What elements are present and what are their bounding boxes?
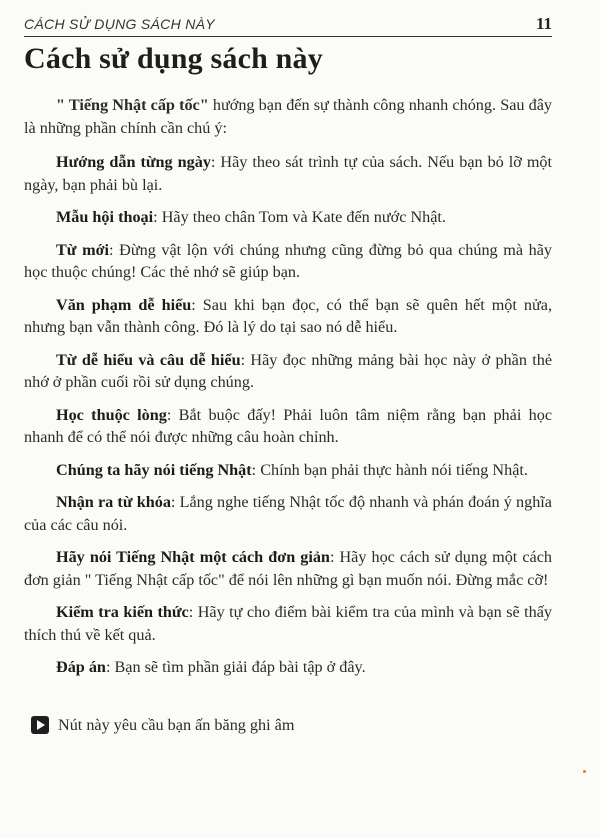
- section-check-knowledge: [24, 601, 552, 646]
- body-text: [24, 94, 552, 689]
- running-title: CÁCH SỬ DỤNG SÁCH NÀY: [24, 16, 215, 32]
- section-text: : Hãy đọc những mảng bài học này ở phần thẻ nhớ ở phần cuối rồi sử dụng chúng.: [24, 350, 552, 391]
- section-speak-simply: [24, 546, 552, 591]
- page-number: 11: [535, 14, 552, 33]
- play-icon: [30, 715, 50, 735]
- section-term: Hãy nói Tiếng Nhật một cách đơn giản: [56, 548, 330, 566]
- section-grammar: [24, 294, 552, 339]
- section-text: : Đừng vật lộn với chúng nhưng cũng đừng bỏ qua chúng mà hãy học thuộc chúng! Các thẻ nhớ sẽ giúp bạn.: [24, 240, 552, 281]
- section-term: Văn phạm dễ hiểu: [56, 295, 192, 314]
- section-dialogue: [24, 206, 552, 229]
- section-text: : Chính bạn phải thực hành nói tiếng Nhật.: [251, 460, 528, 479]
- section-daily-guide: [24, 151, 552, 196]
- audio-note: [30, 713, 294, 737]
- section-term: Từ dễ hiểu và câu dễ hiểu: [56, 350, 241, 369]
- section-text: : Lắng nghe tiếng Nhật tốc độ nhanh và phán đoán ý nghĩa của các câu nói.: [24, 493, 552, 534]
- section-term: Đáp án: [56, 658, 106, 676]
- running-header: [24, 14, 552, 37]
- book-name: " Tiếng Nhật cấp tốc": [56, 96, 209, 114]
- section-memorize: [24, 404, 552, 449]
- section-term: Mẫu hội thoại: [56, 208, 154, 226]
- section-term: Từ mới: [56, 240, 110, 259]
- intro-text: hướng bạn đến sự thành công nhanh chóng. Sau đây là những phần chính cần chú ý:: [24, 96, 553, 137]
- section-term: Chúng ta hãy nói tiếng Nhật: [56, 460, 252, 479]
- section-speak: [24, 459, 552, 482]
- section-text: : Hãy theo chân Tom và Kate đến nước Nhật.: [153, 208, 446, 226]
- section-answers: [24, 656, 552, 679]
- section-text: : Hãy học cách sử dụng một cách đơn giản " Tiếng Nhật cấp tốc" để nói lên những gì bạn muốn nói. Đừng mắc cỡ!: [24, 548, 552, 589]
- intro-paragraph: [24, 94, 552, 139]
- section-term: Nhận ra từ khóa: [56, 493, 171, 511]
- section-keywords: [24, 491, 552, 536]
- section-text: : Hãy tự cho điểm bài kiểm tra của mình và bạn sẽ thấy thích thú về kết quả.: [24, 603, 552, 644]
- section-easy-words: [24, 349, 552, 394]
- section-term: Hướng dẫn từng ngày: [56, 153, 211, 171]
- section-text: : Bắt buộc đấy! Phải luôn tâm niệm rằng bạn phải học nhanh để có thể nói được những câu hoàn chỉnh.: [24, 405, 553, 446]
- section-text: : Sau khi bạn đọc, có thể bạn sẽ quên hết một nửa, nhưng bạn vẫn thành công. Đó là lý do tại sao nó dễ hiểu.: [24, 295, 552, 336]
- section-vocabulary: [24, 239, 552, 284]
- audio-note-text: Nút này yêu cầu bạn ấn băng ghi âm: [58, 715, 295, 734]
- section-term: Học thuộc lòng: [56, 405, 167, 424]
- section-term: Kiểm tra kiến thức: [56, 603, 189, 621]
- section-text: : Bạn sẽ tìm phần giải đáp bài tập ở đây.: [105, 658, 366, 676]
- section-text: : Hãy theo sát trình tự của sách. Nếu bạn bỏ lỡ một ngày, bạn phải bù lại.: [24, 153, 552, 194]
- print-speck: [583, 770, 586, 773]
- page-title: Cách sử dụng sách này: [24, 42, 323, 75]
